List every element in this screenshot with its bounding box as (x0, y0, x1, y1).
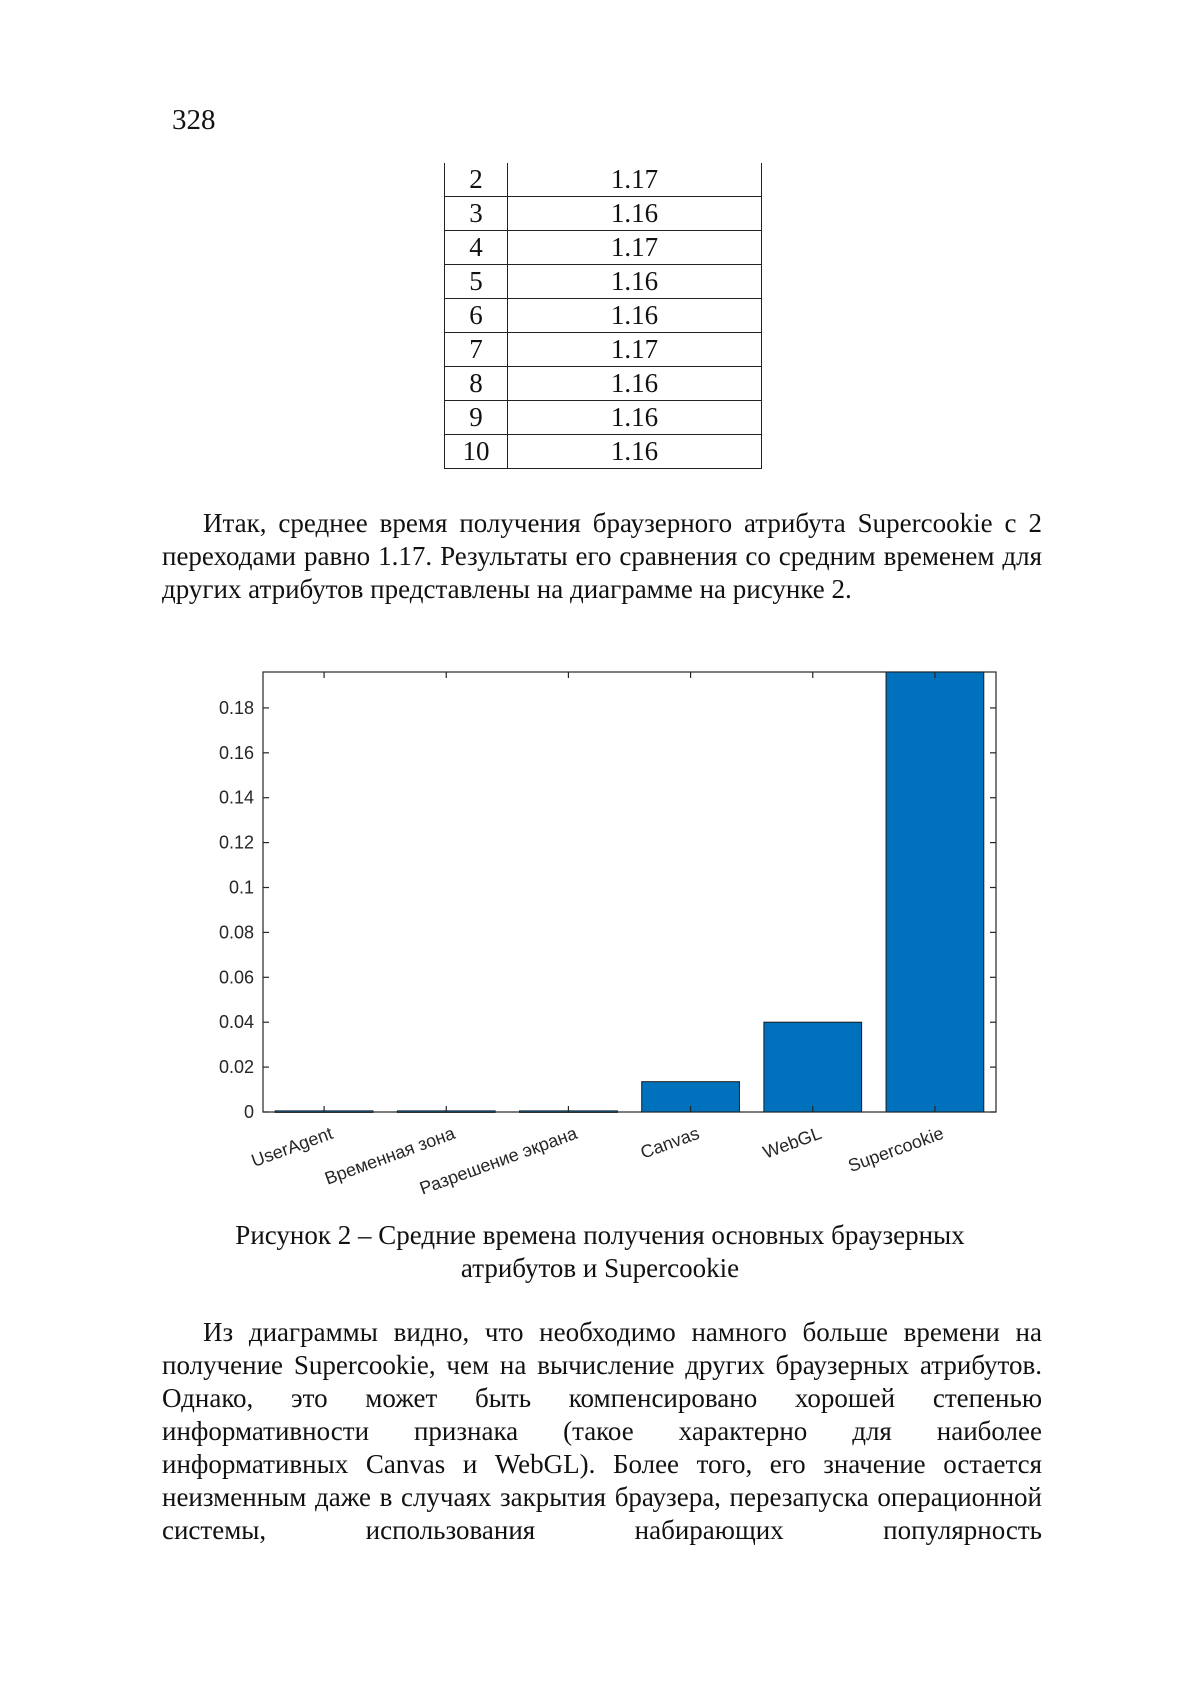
category-label: Временная зона (321, 1122, 458, 1189)
y-tick-label: 0 (243, 1102, 254, 1122)
row-value-cell: 1.17 (508, 333, 762, 367)
row-value-cell: 1.16 (508, 299, 762, 333)
row-value-cell: 1.17 (508, 231, 762, 265)
row-number-cell: 6 (445, 299, 508, 333)
y-tick-label: 0.18 (218, 697, 254, 718)
category-label: Supercookie (845, 1122, 947, 1176)
bar (764, 1022, 862, 1112)
row-value-cell: 1.17 (508, 163, 762, 197)
page-number: 328 (172, 104, 216, 136)
row-number-cell: 9 (445, 401, 508, 435)
y-tick-label: 0.1 (228, 877, 254, 898)
y-tick-label: 0.08 (218, 922, 254, 943)
row-number-cell: 5 (445, 265, 508, 299)
y-tick-label: 0.16 (218, 742, 254, 763)
table-row (445, 367, 762, 401)
y-tick-label: 0.02 (218, 1057, 254, 1078)
caption-line-1: Рисунок 2 – Средние времена получения основных браузерных (235, 1220, 965, 1250)
row-value-cell: 1.16 (508, 265, 762, 299)
table-row (445, 265, 762, 299)
row-number-cell: 3 (445, 197, 508, 231)
timing-table (444, 163, 762, 469)
category-label: WebGL (760, 1122, 825, 1163)
y-tick-label: 0.14 (218, 787, 254, 808)
table-row (445, 333, 762, 367)
figure-caption (150, 1219, 1050, 1285)
row-value-cell: 1.16 (508, 435, 762, 469)
paragraph-1: Итак, среднее время получения браузерного атрибута Supercookie с 2 переходами равно 1.17. Результаты его сравнения со средним временем для других атрибутов представлены на диаграмме на рисунке 2. (162, 508, 1042, 604)
table-row (445, 435, 762, 469)
figure-2 (200, 660, 1000, 1200)
row-value-cell: 1.16 (508, 401, 762, 435)
paragraph-2: Из диаграммы видно, что необходимо намного больше времени на получение Supercookie, чем на вычисление других браузерных атрибутов. Однако, это может быть компенсировано хорошей степенью информативности признака (такое характерно для наиболее информативных Canvas и WebGL). Более того, его значение остается неизменным даже в случаях закрытия браузера, перезапуска операционной системы, использования набирающих популярность (162, 1317, 1042, 1545)
table-row (445, 299, 762, 333)
y-tick-label: 0.12 (218, 832, 254, 853)
row-number-cell: 2 (445, 163, 508, 197)
y-tick-label: 0.06 (218, 967, 254, 988)
category-label: Canvas (637, 1122, 702, 1163)
y-tick-label: 0.04 (218, 1012, 254, 1033)
row-value-cell: 1.16 (508, 367, 762, 401)
bar-chart (200, 660, 1000, 1200)
row-value-cell: 1.16 (508, 197, 762, 231)
table-row (445, 197, 762, 231)
table-body (445, 163, 762, 469)
table-row (445, 231, 762, 265)
row-number-cell: 7 (445, 333, 508, 367)
row-number-cell: 4 (445, 231, 508, 265)
category-label: UserAgent (248, 1122, 336, 1171)
row-number-cell: 8 (445, 367, 508, 401)
table-row (445, 401, 762, 435)
category-label: Разрешение экрана (416, 1122, 580, 1199)
row-number-cell: 10 (445, 435, 508, 469)
table-row (445, 163, 762, 197)
caption-line-2: атрибутов и Supercookie (460, 1253, 740, 1283)
bar (886, 672, 984, 1112)
